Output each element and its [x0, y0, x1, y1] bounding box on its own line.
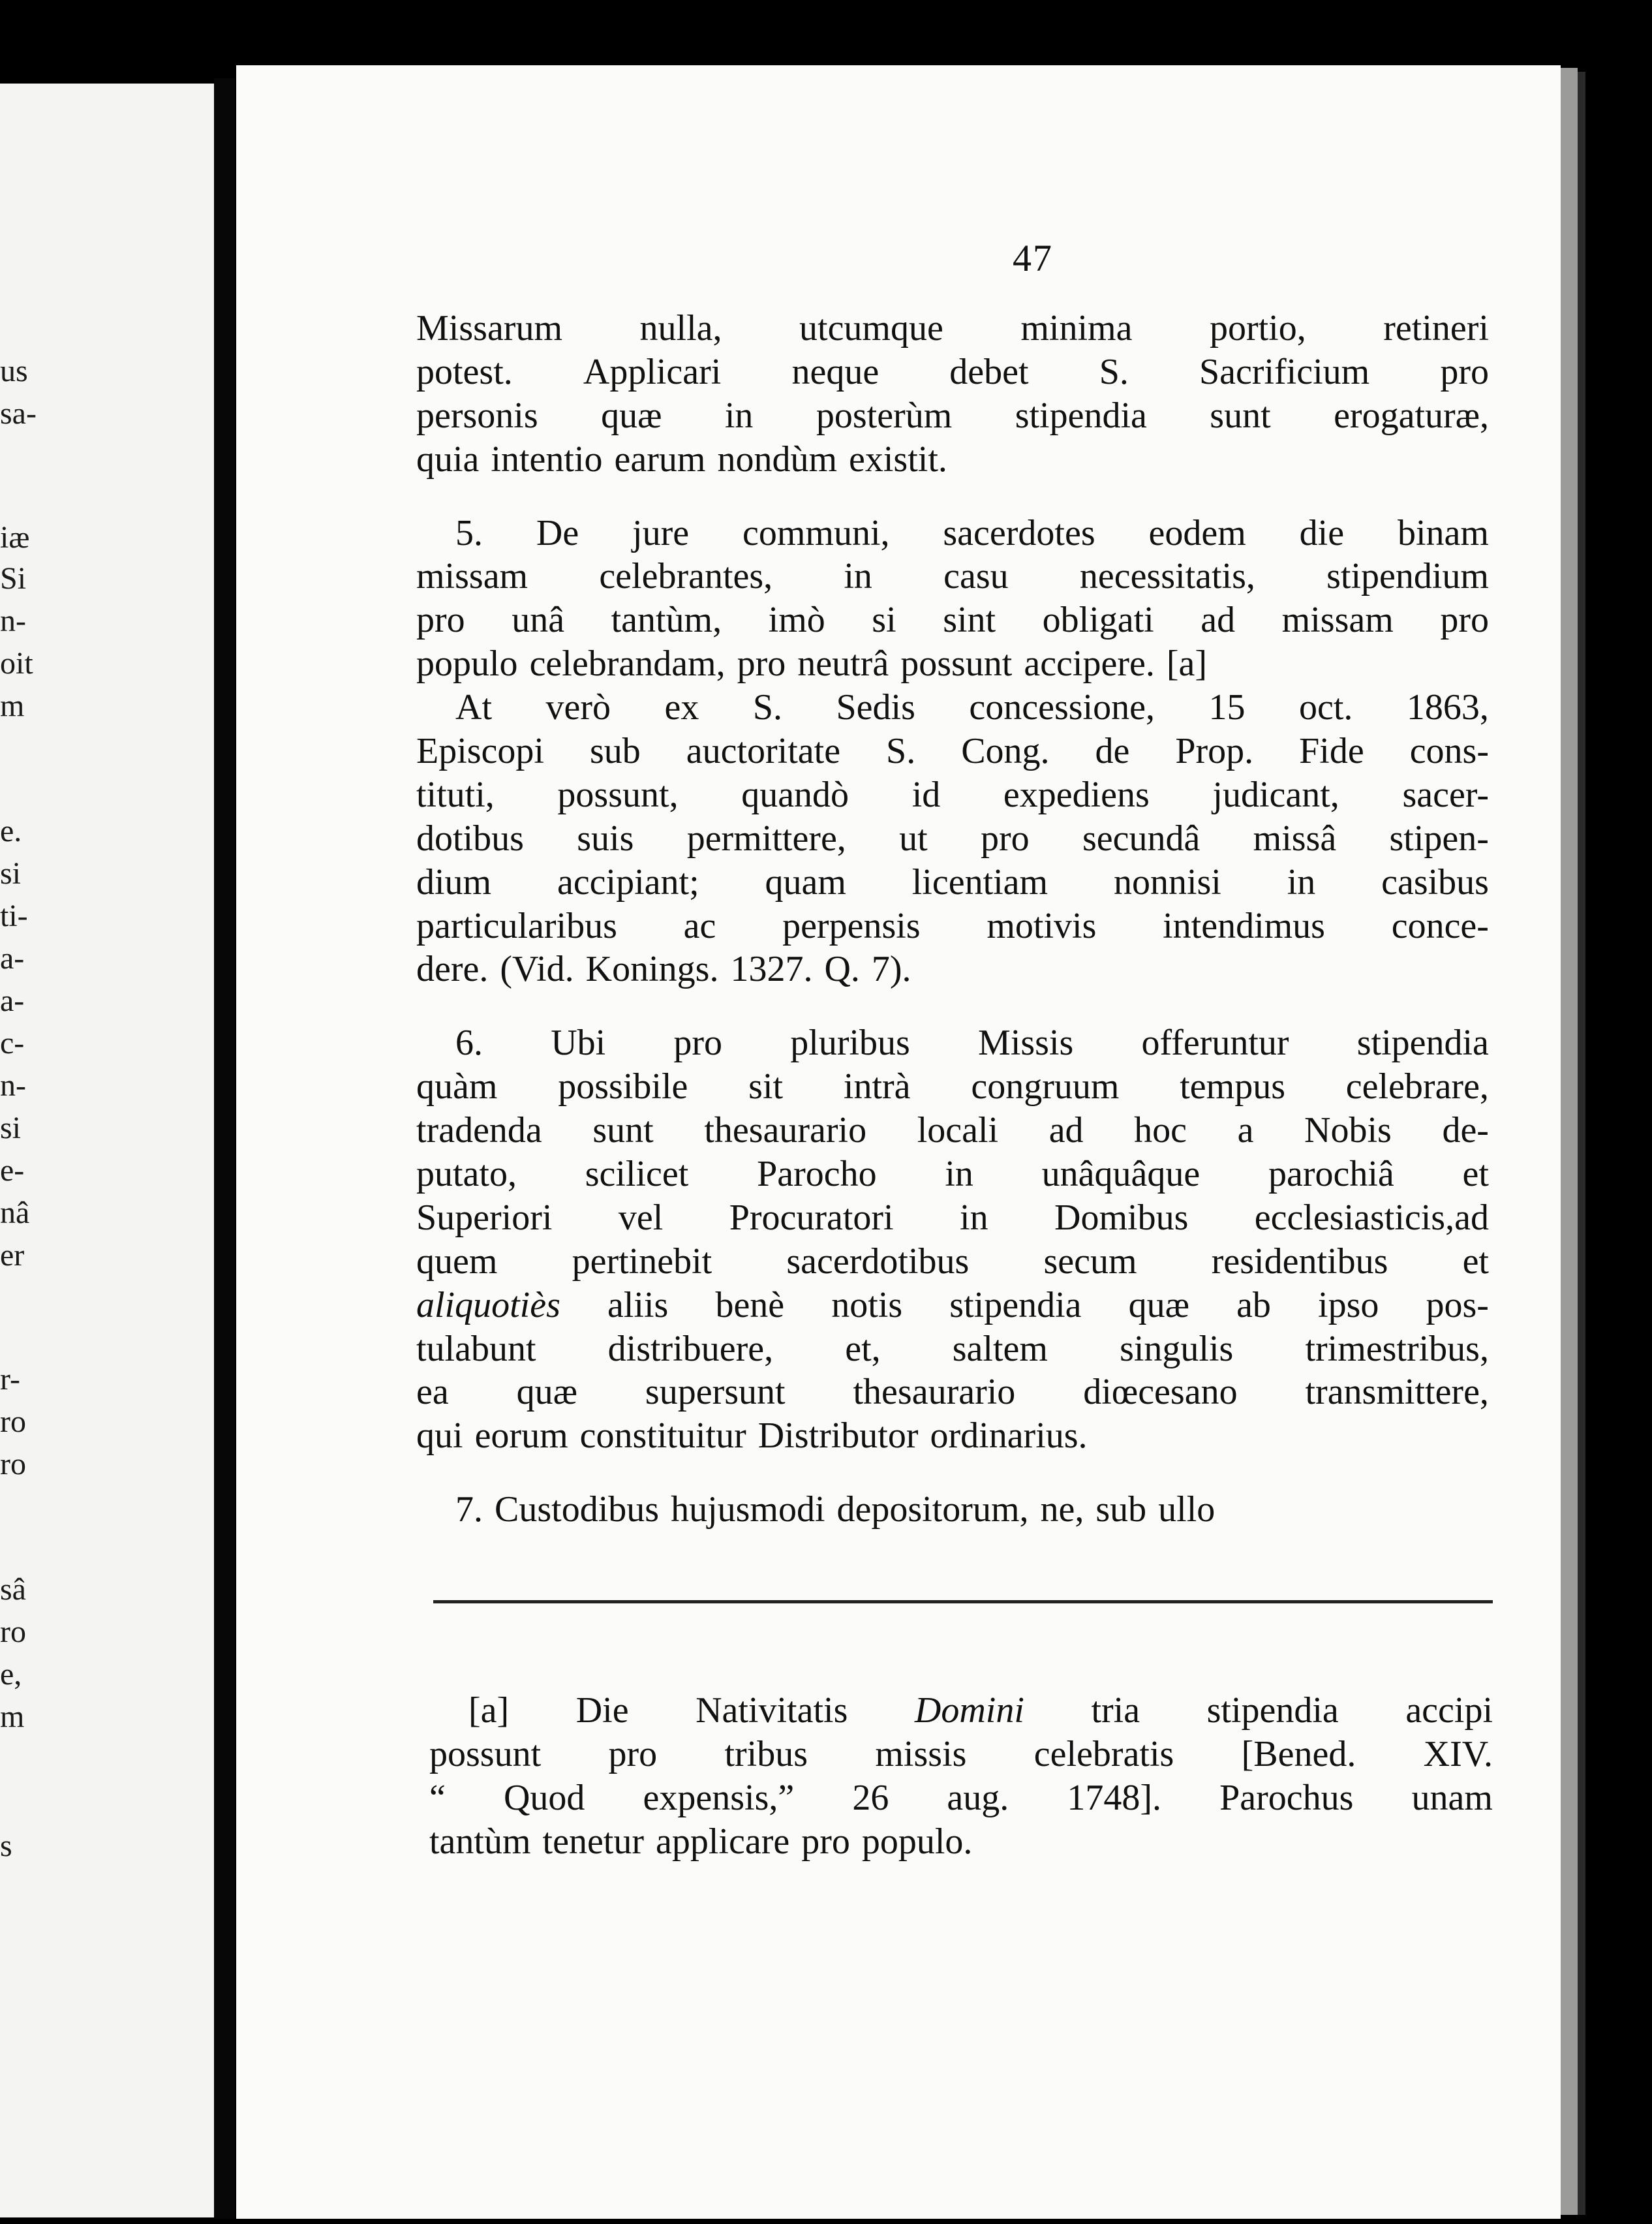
text-line: tulabunt distribuere, et, saltem singulis trimestribus, — [416, 1328, 1489, 1369]
text-line: tituti, possunt, quandò id expediens judicant, sacer- — [416, 774, 1489, 815]
footnote-rule — [433, 1600, 1493, 1603]
book-gutter — [214, 78, 235, 2219]
text-line: missam celebrantes, in casu necessitatis, stipendium — [416, 556, 1489, 597]
text-line: Episcopi sub auctoritate S. Cong. de Prop. Fide cons- — [416, 731, 1489, 772]
text-line: [a] Die Nativitatis Domini tria stipendia accipi — [468, 1690, 1493, 1731]
text-line: tantùm tenetur applicare pro populo. — [429, 1821, 973, 1862]
left-page-fragment: us — [0, 354, 28, 388]
text-line: quia intentio earum nondùm existit. — [416, 439, 947, 480]
text-line: At verò ex S. Sedis concessione, 15 oct. 1863, — [455, 687, 1489, 728]
text-line: quàm possibile sit intrà congruum tempus celebrare, — [416, 1066, 1489, 1107]
left-page-fragment: er — [0, 1238, 25, 1273]
text-line: dium accipiant; quam licentiam nonnisi in casibus — [416, 861, 1489, 903]
left-page-fragment: m — [0, 1699, 25, 1734]
left-page-fragment: r- — [0, 1362, 21, 1397]
left-page-fragment: e- — [0, 1153, 25, 1188]
left-page-fragment: n- — [0, 604, 26, 638]
left-page-fragment: a- — [0, 941, 25, 976]
text-line: populo celebrandam, pro neutrâ possunt accipere. [a] — [416, 643, 1207, 685]
left-page-fragment: nâ — [0, 1196, 30, 1230]
left-page-fragment: ro — [0, 1447, 26, 1481]
text-line: particularibus ac perpensis motivis intendimus conce- — [416, 905, 1489, 946]
text-line: personis quæ in posterùm stipendia sunt erogaturæ, — [416, 395, 1489, 436]
text-line: putato, scilicet Parocho in unâquâque parochiâ et — [416, 1154, 1489, 1195]
page-edge-shadow — [1578, 72, 1585, 2215]
left-page-fragment: oit — [0, 646, 33, 681]
text-line: aliquotiès aliis benè notis stipendia quæ ab ipso pos- — [416, 1284, 1489, 1325]
text-line: qui eorum constituitur Distributor ordinarius. — [416, 1415, 1088, 1457]
text-line: 5. De jure communi, sacerdotes eodem die binam — [455, 512, 1489, 553]
left-page-fragment: sa- — [0, 396, 37, 431]
text-line: dere. (Vid. Konings. 1327. Q. 7). — [416, 949, 911, 990]
left-page-fragment: m — [0, 688, 25, 723]
left-page-fragment: a- — [0, 983, 25, 1018]
left-page-fragment: e. — [0, 814, 22, 848]
left-page-fragment: c- — [0, 1026, 25, 1060]
left-page-fragment: si — [0, 1111, 22, 1145]
left-page-fragment: ro — [0, 1404, 26, 1439]
left-page-fragment: si — [0, 856, 22, 891]
left-page-fragment: e, — [0, 1657, 22, 1691]
footnote — [429, 1688, 1493, 1863]
left-page-fragment: s — [0, 1829, 12, 1863]
text-line: quem pertinebit sacerdotibus secum residentibus et — [416, 1241, 1489, 1282]
left-page-fragment: n- — [0, 1068, 26, 1103]
text-line: possunt pro tribus missis celebratis [Bened. XIV. — [429, 1733, 1493, 1774]
left-page-fragment: iæ — [0, 520, 30, 555]
left-page-fragment: ro — [0, 1614, 26, 1649]
text-line: 6. Ubi pro pluribus Missis offeruntur stipendia — [455, 1023, 1489, 1064]
text-line: potest. Applicari neque debet S. Sacrificium pro — [416, 351, 1489, 392]
facing-page-left — [0, 84, 214, 2217]
text-line: Superiori vel Procuratori in Domibus ecclesiasticis,ad — [416, 1197, 1489, 1238]
text-line: 7. Custodibus hujusmodi depositorum, ne, sub ullo — [455, 1489, 1216, 1530]
page-number: 47 — [1013, 237, 1053, 279]
body-text — [416, 307, 1489, 1532]
left-page-fragment: ti- — [0, 899, 28, 933]
text-line: tradenda sunt thesaurario locali ad hoc a Nobis de- — [416, 1110, 1489, 1151]
text-line: Missarum nulla, utcumque minima portio, retineri — [416, 308, 1489, 348]
left-page-fragment: Si — [0, 561, 27, 596]
text-line: dotibus suis permittere, ut pro secundâ missâ stipen- — [416, 818, 1489, 859]
left-page-fragment: sâ — [0, 1572, 26, 1607]
page-edge — [1561, 68, 1578, 2215]
book-page — [236, 65, 1561, 2219]
text-line: pro unâ tantùm, imò si sint obligati ad missam pro — [416, 600, 1489, 641]
text-line: “ Quod expensis,” 26 aug. 1748]. Parochus unam — [429, 1777, 1493, 1818]
text-line: ea quæ supersunt thesaurario diœcesano transmittere, — [416, 1372, 1489, 1413]
